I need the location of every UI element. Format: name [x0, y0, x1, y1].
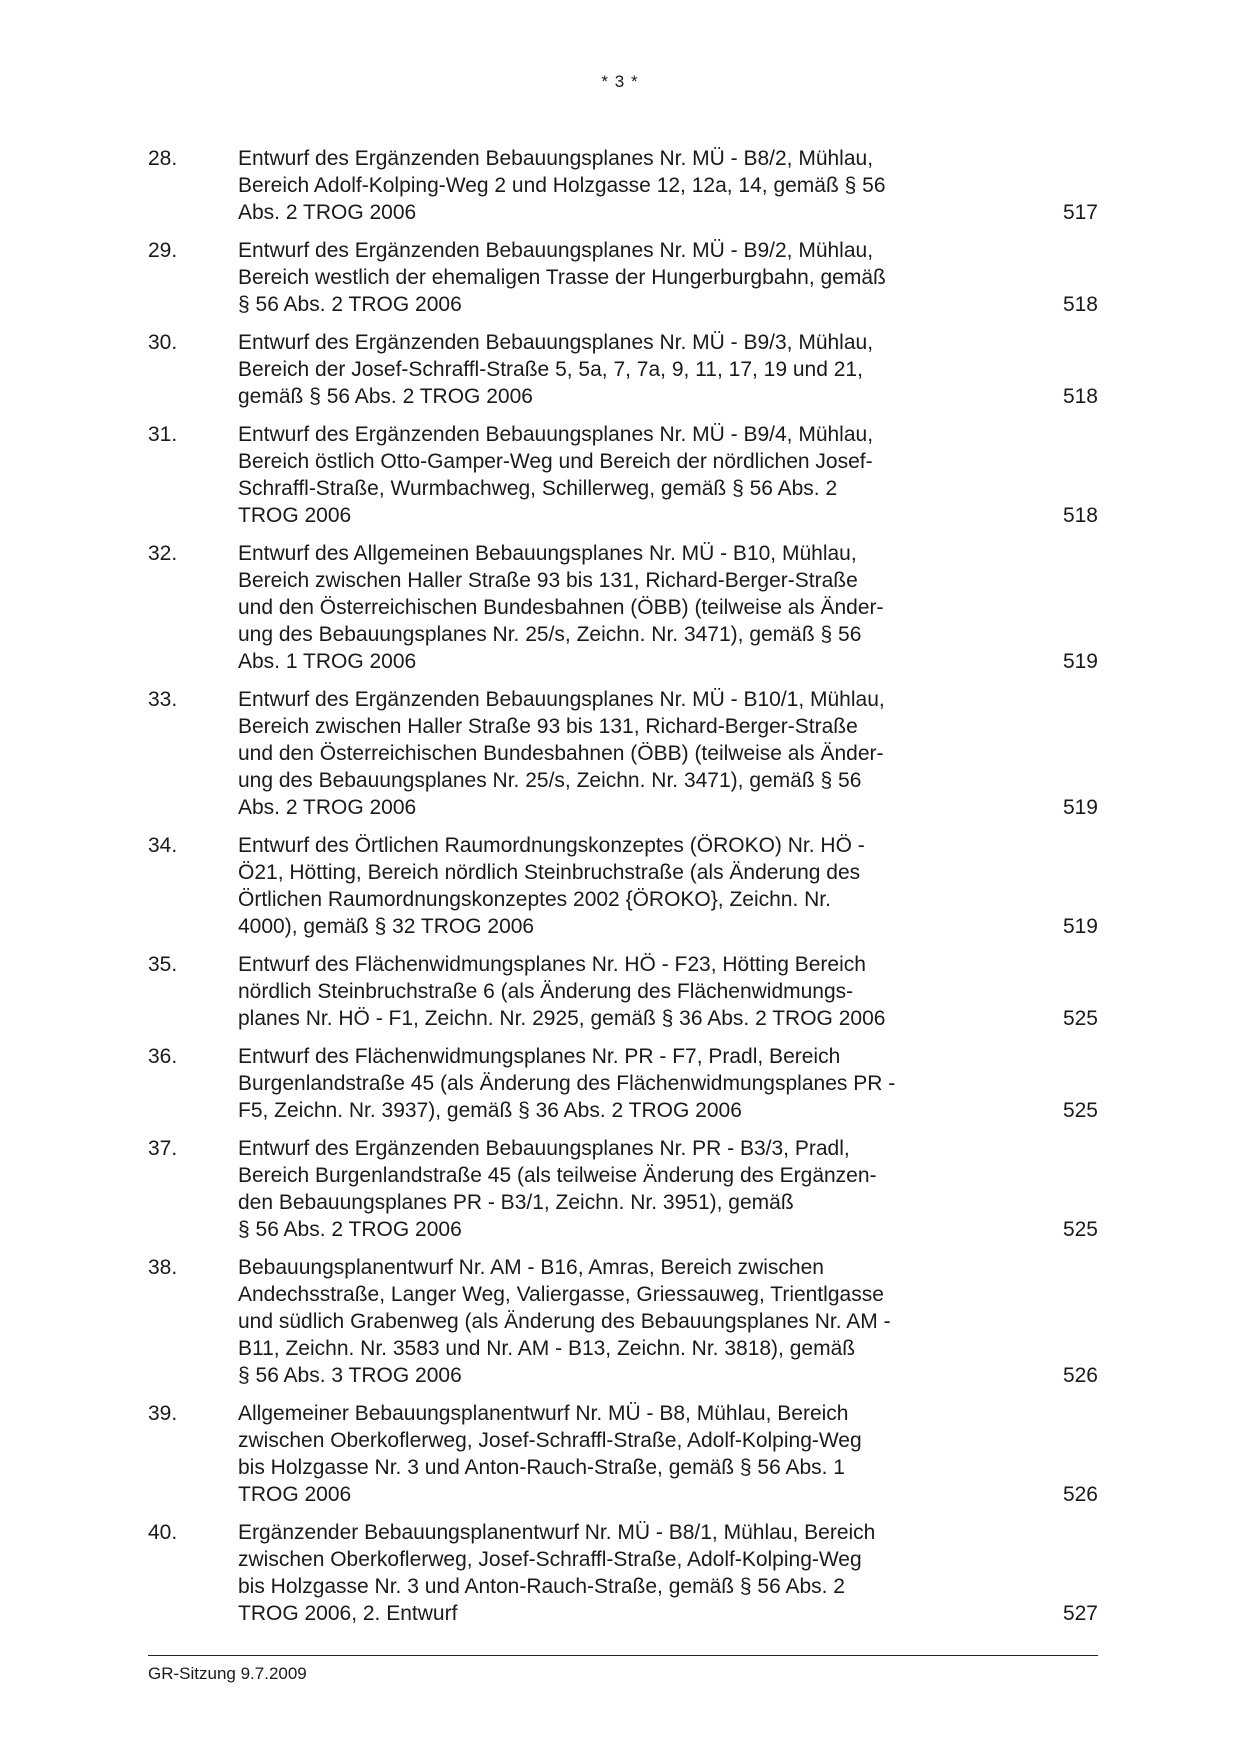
entry-number: 33.	[148, 688, 178, 711]
entry-page-number: 518	[1062, 293, 1098, 316]
entry-text	[238, 832, 1038, 940]
entry-text-line: TROG 2006	[238, 1483, 352, 1506]
entry-text-line: Bereich Adolf-Kolping-Weg 2 und Holzgasse 12, 12a, 14, gemäß § 56	[238, 174, 886, 197]
entry-page-number: 526	[1062, 1483, 1098, 1506]
entry-text-line: Entwurf des Ergänzenden Bebauungsplanes Nr. MÜ - B9/2, Mühlau,	[238, 239, 874, 262]
toc-entry	[148, 686, 1098, 821]
toc-entry	[148, 1254, 1098, 1389]
entry-text-line: Bereich der Josef-Schraffl-Straße 5, 5a, 7, 7a, 9, 11, 17, 19 und 21,	[238, 358, 863, 381]
entry-text-line: gemäß § 56 Abs. 2 TROG 2006	[238, 385, 533, 408]
entry-text-line: zwischen Oberkoflerweg, Josef-Schraffl-Straße, Adolf-Kolping-Weg	[238, 1548, 862, 1571]
entry-page-number: 527	[1062, 1602, 1098, 1625]
entry-text-line: Abs. 1 TROG 2006	[238, 650, 417, 673]
entry-page-number: 525	[1062, 1007, 1098, 1030]
entry-text-line: F5, Zeichn. Nr. 3937), gemäß § 36 Abs. 2 TROG 2006	[238, 1099, 742, 1122]
entry-text-line: § 56 Abs. 2 TROG 2006	[238, 293, 462, 316]
entry-text-line: Schraffl-Straße, Wurmbachweg, Schillerweg, gemäß § 56 Abs. 2	[238, 477, 838, 500]
entry-text	[238, 329, 1038, 410]
entry-page-number: 525	[1062, 1218, 1098, 1241]
entry-number: 30.	[148, 331, 178, 354]
footer-divider	[148, 1655, 1098, 1656]
entry-text-line: TROG 2006, 2. Entwurf	[238, 1602, 458, 1625]
entry-number: 32.	[148, 542, 178, 565]
entry-text-line: Entwurf des Allgemeinen Bebauungsplanes Nr. MÜ - B10, Mühlau,	[238, 542, 857, 565]
toc-entry	[148, 237, 1098, 318]
entry-text	[238, 686, 1038, 821]
entry-text-line: Örtlichen Raumordnungskonzeptes 2002 {ÖROKO}, Zeichn. Nr.	[238, 888, 831, 911]
entry-page-number: 518	[1062, 385, 1098, 408]
entry-text	[238, 1043, 1038, 1124]
entry-number: 38.	[148, 1256, 178, 1279]
entry-text-line: B11, Zeichn. Nr. 3583 und Nr. AM - B13, Zeichn. Nr. 3818), gemäß	[238, 1337, 856, 1360]
entry-text-line: ung des Bebauungsplanes Nr. 25/s, Zeichn. Nr. 3471), gemäß § 56	[238, 623, 862, 646]
entry-text	[238, 421, 1038, 529]
entry-text-line: und den Österreichischen Bundesbahnen (ÖBB) (teilweise als Änder-	[238, 742, 884, 765]
toc-entry	[148, 832, 1098, 940]
entry-text-line: Bereich östlich Otto-Gamper-Weg und Bereich der nördlichen Josef-	[238, 450, 873, 473]
entry-text-line: 4000), gemäß § 32 TROG 2006	[238, 915, 535, 938]
entry-text-line: Andechsstraße, Langer Weg, Valiergasse, Griessauweg, Trientlgasse	[238, 1283, 884, 1306]
entry-page-number: 519	[1062, 796, 1098, 819]
entry-text-line: § 56 Abs. 3 TROG 2006	[238, 1364, 462, 1387]
entry-text	[238, 1135, 1038, 1243]
entry-text-line: TROG 2006	[238, 504, 352, 527]
entry-text-line: bis Holzgasse Nr. 3 und Anton-Rauch-Straße, gemäß § 56 Abs. 2	[238, 1575, 845, 1598]
entry-text-line: Abs. 2 TROG 2006	[238, 201, 417, 224]
entry-text	[238, 1400, 1038, 1508]
toc-entry	[148, 1519, 1098, 1627]
toc-entry	[148, 329, 1098, 410]
entry-text-line: Entwurf des Ergänzenden Bebauungsplanes Nr. PR - B3/3, Pradl,	[238, 1137, 850, 1160]
entry-number: 39.	[148, 1402, 178, 1425]
entry-text-line: Entwurf des Ergänzenden Bebauungsplanes Nr. MÜ - B9/4, Mühlau,	[238, 423, 874, 446]
entry-text	[238, 540, 1038, 675]
entry-text-line: Bereich zwischen Haller Straße 93 bis 131, Richard-Berger-Straße	[238, 715, 858, 738]
toc-entry	[148, 1400, 1098, 1508]
entry-text-line: nördlich Steinbruchstraße 6 (als Änderung des Flächenwidmungs-	[238, 980, 854, 1003]
toc-entry	[148, 1135, 1098, 1243]
entry-text-line: den Bebauungsplanes PR - B3/1, Zeichn. Nr. 3951), gemäß	[238, 1191, 794, 1214]
entry-text-line: Allgemeiner Bebauungsplanentwurf Nr. MÜ - B8, Mühlau, Bereich	[238, 1402, 849, 1425]
entry-text-line: Entwurf des Flächenwidmungsplanes Nr. HÖ - F23, Hötting Bereich	[238, 953, 866, 976]
entry-page-number: 519	[1062, 650, 1098, 673]
entry-text-line: Entwurf des Örtlichen Raumordnungskonzeptes (ÖROKO) Nr. HÖ -	[238, 834, 865, 857]
entry-number: 37.	[148, 1137, 178, 1160]
entry-text-line: Bereich zwischen Haller Straße 93 bis 131, Richard-Berger-Straße	[238, 569, 858, 592]
entry-text-line: § 56 Abs. 2 TROG 2006	[238, 1218, 462, 1241]
toc-entry	[148, 540, 1098, 675]
entry-text-line: Entwurf des Ergänzenden Bebauungsplanes Nr. MÜ - B10/1, Mühlau,	[238, 688, 885, 711]
entry-text-line: Bereich westlich der ehemaligen Trasse der Hungerburgbahn, gemäß	[238, 266, 886, 289]
entry-number: 34.	[148, 834, 178, 857]
entry-text-line: Ergänzender Bebauungsplanentwurf Nr. MÜ - B8/1, Mühlau, Bereich	[238, 1521, 876, 1544]
entry-page-number: 526	[1062, 1364, 1098, 1387]
entry-text-line: Abs. 2 TROG 2006	[238, 796, 417, 819]
entry-text	[238, 1519, 1038, 1627]
toc-entry	[148, 1043, 1098, 1124]
toc-entry	[148, 421, 1098, 529]
entry-text	[238, 237, 1038, 318]
entry-text	[238, 1254, 1038, 1389]
page-number-header: * 3 *	[601, 72, 639, 91]
entry-text-line: planes Nr. HÖ - F1, Zeichn. Nr. 2925, gemäß § 36 Abs. 2 TROG 2006	[238, 1007, 886, 1030]
entry-page-number: 525	[1062, 1099, 1098, 1122]
entry-text-line: und südlich Grabenweg (als Änderung des Bebauungsplanes Nr. AM -	[238, 1310, 891, 1333]
toc-entry	[148, 951, 1098, 1032]
entry-text-line: bis Holzgasse Nr. 3 und Anton-Rauch-Straße, gemäß § 56 Abs. 1	[238, 1456, 845, 1479]
entry-page-number: 518	[1062, 504, 1098, 527]
entry-text-line: Bebauungsplanentwurf Nr. AM - B16, Amras, Bereich zwischen	[238, 1256, 824, 1279]
entry-text-line: Ö21, Hötting, Bereich nördlich Steinbruchstraße (als Änderung des	[238, 861, 861, 884]
entry-text-line: Entwurf des Flächenwidmungsplanes Nr. PR - F7, Pradl, Bereich	[238, 1045, 841, 1068]
entry-text	[238, 145, 1038, 226]
entry-text-line: und den Österreichischen Bundesbahnen (ÖBB) (teilweise als Änder-	[238, 596, 884, 619]
entry-number: 29.	[148, 239, 178, 262]
entry-number: 28.	[148, 147, 178, 170]
entry-text-line: Burgenlandstraße 45 (als Änderung des Flächenwidmungsplanes PR -	[238, 1072, 896, 1095]
entry-page-number: 519	[1062, 915, 1098, 938]
table-of-contents	[148, 145, 1098, 1638]
entry-text-line: ung des Bebauungsplanes Nr. 25/s, Zeichn. Nr. 3471), gemäß § 56	[238, 769, 862, 792]
toc-entry	[148, 145, 1098, 226]
footer-session-label: GR-Sitzung 9.7.2009	[148, 1664, 307, 1683]
entry-text-line: Entwurf des Ergänzenden Bebauungsplanes Nr. MÜ - B8/2, Mühlau,	[238, 147, 874, 170]
entry-text-line: Bereich Burgenlandstraße 45 (als teilweise Änderung des Ergänzen-	[238, 1164, 877, 1187]
entry-text	[238, 951, 1038, 1032]
entry-number: 35.	[148, 953, 178, 976]
entry-number: 40.	[148, 1521, 178, 1544]
entry-page-number: 517	[1062, 201, 1098, 224]
entry-number: 36.	[148, 1045, 178, 1068]
entry-text-line: zwischen Oberkoflerweg, Josef-Schraffl-Straße, Adolf-Kolping-Weg	[238, 1429, 862, 1452]
entry-number: 31.	[148, 423, 178, 446]
entry-text-line: Entwurf des Ergänzenden Bebauungsplanes Nr. MÜ - B9/3, Mühlau,	[238, 331, 874, 354]
